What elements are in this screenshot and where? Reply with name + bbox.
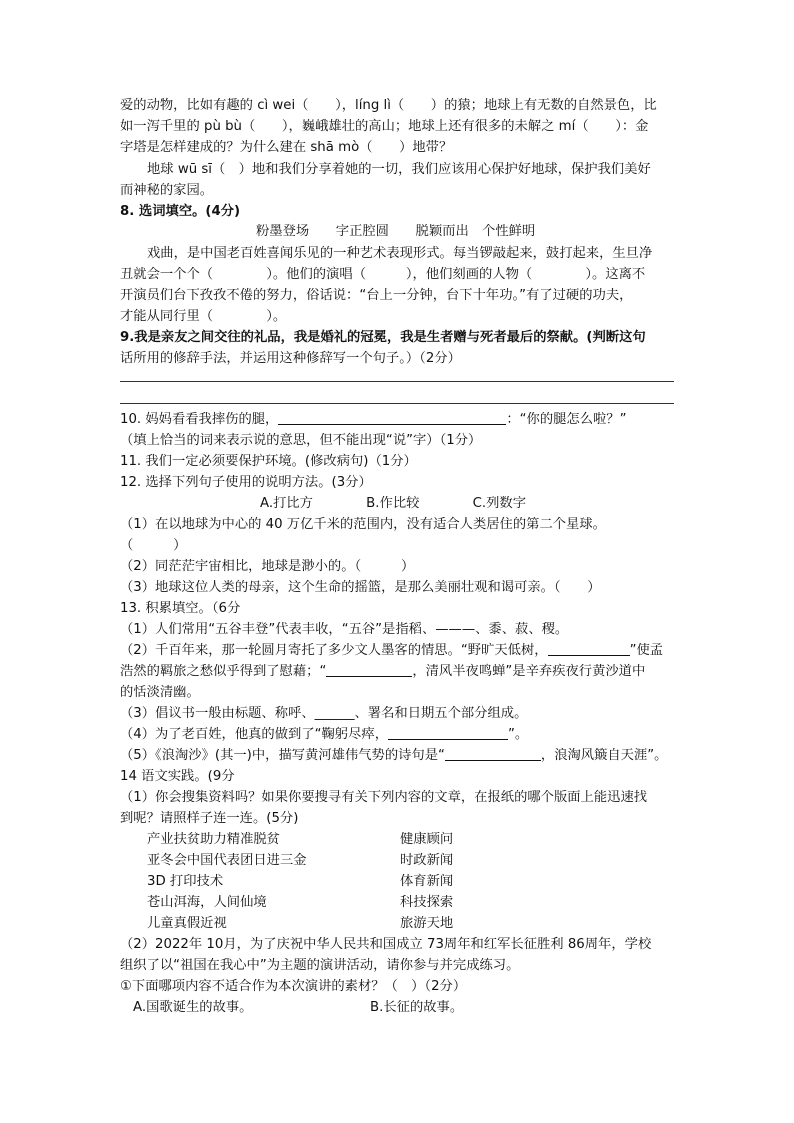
match-left-item[interactable]: 儿童真假近视 bbox=[147, 916, 227, 931]
q13-4-blank[interactable] bbox=[388, 725, 508, 740]
q12-sentence-3: （3）地球这位人类的母亲，这个生命的摇篮，是那么美丽壮观和谒可亲。（ ） bbox=[120, 580, 601, 595]
passage-line: 而神秘的家园。 bbox=[120, 183, 214, 198]
q13-2-text: ，清风半夜鸣蝉”是辛弃疾夜行黄沙道中 bbox=[412, 664, 646, 679]
q13-5-text: ，浪淘风簸自天涯”。 bbox=[540, 748, 668, 763]
q13-item-2-end: 的恬淡清幽。 bbox=[120, 685, 200, 700]
q10-instruction: （填上恰当的词来表示说的意思，但不能出现“说”字）（1分） bbox=[120, 433, 482, 448]
q14-part-2-cont: 组织了以“祖国在我心中”为主题的演讲活动，请你参与并完成练习。 bbox=[120, 958, 520, 973]
q12-options: A.打比方 B.作比较 C.列数字 bbox=[260, 496, 526, 511]
q8-text-line: 才能从同行里（ ）。 bbox=[120, 309, 287, 324]
q13-2-text: （2）千百年来，那一轮圆月寄托了多少文人墨客的情思。“野旷天低树， bbox=[120, 643, 548, 658]
question-9-line2: 话所用的修辞手法，并运用这种修辞写一个句子。）（2分） bbox=[120, 351, 461, 366]
match-left-item[interactable]: 亚冬会中国代表团日进三金 bbox=[147, 853, 307, 868]
q13-item-5 bbox=[120, 746, 680, 766]
q10-blank[interactable] bbox=[278, 410, 506, 425]
q12-sentence-1: （1）在以地球为中心的 40 万亿千米的范围内，没有适合人类居住的第二个星球。 bbox=[120, 517, 606, 532]
question-11: 11. 我们一定必须要保护环境。(修改病句)（1分） bbox=[120, 454, 417, 469]
word-bank: 粉墨登场 字正腔圆 脱颖而出 个性鲜明 bbox=[256, 224, 536, 239]
q13-2-blank-2[interactable] bbox=[326, 662, 412, 677]
match-left-item[interactable]: 苍山洱海，人间仙境 bbox=[147, 895, 267, 910]
q13-item-2-cont bbox=[120, 662, 680, 682]
q13-item-1: （1）人们常用“五谷丰登”代表丰收，“五谷”是指稻、———、黍、菽、稷。 bbox=[120, 622, 569, 637]
q14-part-2: （2）2022年 10月，为了庆祝中华人民共和国成立 73周年和红军长征胜利 86周年，学校 bbox=[120, 937, 652, 952]
option-a[interactable]: A.国歌诞生的故事。 bbox=[133, 1000, 253, 1015]
q13-4-text: ”。 bbox=[508, 727, 529, 742]
q12-sentence-1-blank: （ ） bbox=[120, 538, 187, 553]
question-13-title: 13. 积累填空。（6分 bbox=[120, 601, 241, 616]
option-b[interactable]: B.长征的故事。 bbox=[370, 1000, 464, 1015]
match-right-item[interactable]: 体育新闻 bbox=[400, 874, 454, 889]
question-10 bbox=[120, 410, 680, 430]
passage-line: 如一泻千里的 pù bù（ ），巍峨雄壮的高山；地球上还有很多的未解之 mí（ ）：金 bbox=[120, 119, 649, 134]
match-right-item[interactable]: 旅游天地 bbox=[400, 916, 454, 931]
q13-item-4 bbox=[120, 725, 680, 745]
match-right-item[interactable]: 科技探索 bbox=[400, 895, 454, 910]
q13-2-blank-1[interactable] bbox=[548, 641, 630, 656]
q14-part-1-cont: 到呢？请照样子连一连。(5分) bbox=[120, 811, 299, 826]
q13-5-text: （5）《浪淘沙》(其一)中，描写黄河雄伟气势的诗句是“ bbox=[120, 748, 445, 763]
q10-text: 10. 妈妈看看我摔伤的腿， bbox=[120, 412, 279, 427]
answer-line[interactable] bbox=[120, 381, 674, 382]
q13-item-2 bbox=[120, 641, 680, 661]
question-8-title: 8. 选词填空。(4分) bbox=[120, 204, 241, 219]
q10-quote: ：“你的腿怎么啦？” bbox=[506, 412, 627, 427]
answer-line[interactable] bbox=[120, 403, 674, 404]
question-9: 9.我是亲友之间交往的礼品，我是婚礼的冠冕，我是生者赠与死者最后的祭献。(判断这句 bbox=[120, 330, 646, 345]
question-14-title: 14 语文实践。(9分 bbox=[120, 769, 235, 784]
q8-text-line: 丑就会一个个（ ）。他们的演唱（ ），他们刻画的人物（ ）。这离不 bbox=[120, 267, 646, 282]
passage-line: 爱的动物，比如有趣的 cì wei（ ），líng lì（ ）的猿；地球上有无数的自然景色，比 bbox=[120, 98, 657, 113]
q13-4-text: （4）为了老百姓，他真的做到了“鞠躬尽瘁， bbox=[120, 727, 388, 742]
q13-item-3: （3）倡议书一般由标题、称呼、______、署名和日期五个部分组成。 bbox=[120, 706, 528, 721]
match-left-item[interactable]: 3D 打印技术 bbox=[147, 874, 224, 889]
match-left-item[interactable]: 产业扶贫助力精准脱贫 bbox=[147, 832, 280, 847]
q8-text-line: 戏曲，是中国老百姓喜闻乐见的一种艺术表现形式。每当锣敲起来，鼓打起来，生旦净 bbox=[147, 246, 653, 261]
match-right-item[interactable]: 时政新闻 bbox=[400, 853, 454, 868]
question-12-title: 12. 选择下列句子使用的说明方法。(3分） bbox=[120, 475, 372, 490]
q13-5-blank[interactable] bbox=[445, 746, 541, 761]
passage-line: 地球 wū sī（ ）地和我们分享着她的一切，我们应该用心保护好地球，保护我们美好 bbox=[147, 162, 651, 177]
match-right-item[interactable]: 健康顾问 bbox=[400, 832, 454, 847]
passage-line: 字塔是怎样建成的？为什么建在 shā mò（ ）地带？ bbox=[120, 140, 453, 155]
q13-2-text: ”使孟 bbox=[629, 643, 664, 658]
q13-2-text: 浩然的羁旅之愁似乎得到了慰藉；“ bbox=[120, 664, 327, 679]
q8-text-line: 开演员们台下孜孜不倦的努力，俗话说：“台上一分钟，台下十年功。”有了过硬的功夫， bbox=[120, 288, 633, 303]
q14-part-1: （1）你会搜集资料吗？如果你要搜寻有关下列内容的文章，在报纸的哪个版面上能迅速找 bbox=[120, 790, 648, 805]
q14-part-2-question: ①下面哪项内容不适合作为本次演讲的素材？（ ）（2分） bbox=[120, 979, 467, 994]
q12-sentence-2: （2）同茫茫宇宙相比，地球是渺小的。（ ） bbox=[120, 559, 415, 574]
